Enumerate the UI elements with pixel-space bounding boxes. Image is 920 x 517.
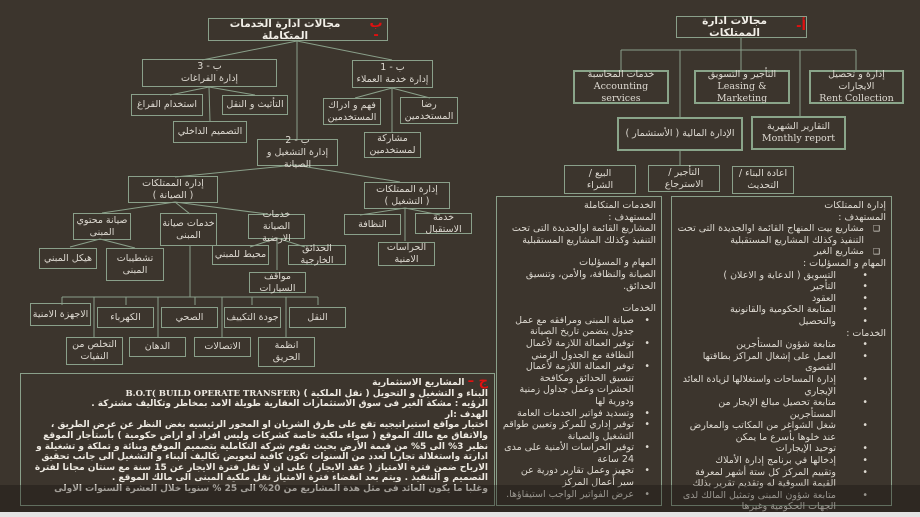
list-item: • إدخالها في برنامج إدارة الأملاك bbox=[677, 455, 864, 467]
leasing-marketing-box bbox=[694, 70, 790, 104]
reception-box bbox=[415, 213, 472, 234]
ops-mgmt-l1: إدارة الممتلكات bbox=[376, 183, 438, 195]
list-item: • توفير إداري للمركز وتعيين طواقم التشغيل والصيانة bbox=[502, 419, 644, 442]
sale-purchase-box bbox=[564, 165, 636, 194]
list-item: • توحيد الإيجارات bbox=[677, 443, 864, 455]
understanding-box bbox=[323, 98, 381, 125]
list-item: • المتابعة الحكومية والقانونية bbox=[677, 304, 864, 316]
bot-en: B.O.T( BUILD OPERATE TRANSFER) bbox=[125, 388, 301, 399]
b2-code: ب - 2 bbox=[285, 134, 310, 146]
transport-label: النقل bbox=[307, 311, 328, 323]
reception-l1: خدمة bbox=[432, 211, 455, 223]
content-maint-l1: صيانة محتوي bbox=[76, 214, 128, 226]
return-text: وغلبا ما يكون العائد فى مثل هذة المشاريع من 20% الى 25 % سنويا خلال العشرة السنوات الاولى bbox=[54, 483, 488, 494]
finishes-l1: تشطيبات bbox=[116, 252, 154, 264]
satisfaction-l1: رضا bbox=[421, 98, 437, 110]
list-item: • صيانة المبنى ومرافقه مع عمل جدول يتضمن تاريخ الصيانة bbox=[502, 315, 644, 338]
goal-label: الهدف :ار bbox=[444, 409, 488, 420]
integrated-target-text: المشاريع القائمة اوالجديدة التى تحت التنفيذ وكذلك المشاريع المستقبلية bbox=[511, 223, 656, 246]
satisfaction-box bbox=[400, 97, 458, 124]
list-item: • متابعة تحصيل مبالغ الإيجار من المستأجرين bbox=[677, 397, 864, 420]
hvac-box bbox=[224, 307, 281, 328]
list-item: • العقود bbox=[677, 293, 864, 305]
interior-label: التصميم الداخلي bbox=[177, 126, 243, 137]
sale-l2: الشراء bbox=[586, 179, 614, 191]
section-c-letter: ج – bbox=[467, 374, 488, 389]
monthly-ar: التقارير الشهرية bbox=[767, 121, 830, 132]
lease-back-l1: التأجير / bbox=[668, 166, 700, 178]
list-item: • متابعة شؤون المبنى وتمثيل المالك لدى الجهات الحكومية وغيرها bbox=[677, 490, 864, 513]
maint-mgmt-l1: إدارة الممتلكات bbox=[142, 177, 204, 189]
section-b-title-text: مجالات ادارة الخدمات المتكاملة bbox=[229, 17, 341, 42]
list-item: • التأجير bbox=[677, 281, 864, 293]
building-services-box bbox=[160, 213, 217, 246]
section-c-heading bbox=[27, 374, 488, 389]
building-services-l1: خدمات صيانة bbox=[162, 217, 215, 229]
list-item: • التسويق ( الدعاية و الاعلان ) bbox=[677, 270, 864, 282]
property-target-label: المستهدف : bbox=[838, 211, 886, 223]
paint-label: الدهان bbox=[144, 341, 171, 352]
b3-code: ب - 3 bbox=[197, 61, 222, 72]
integrated-target-label: المستهدف : bbox=[608, 211, 656, 223]
furniture-box bbox=[222, 95, 288, 115]
list-item: • وتسديد فواتير الخدمات العامة bbox=[502, 408, 644, 420]
goal-body: اختيار مواقع استيراتيجيه تقع على طرق الشريان او المحور الرئيسيه بغض النظر عن عرض الطريق ، والاتفاق مع مالك الموقع ( سواء ملكية خاصة كشركات وليس افراد او اراض حكومية ) بأستأجار الموقع نظير 3% الى 5% من قيمة الأرض بحيث تقوم شركة التكاملية بتصميم الموقع وبنائة و تملكة و تشغيلة و ادارتة واستغلالة تجاريا لعدد من السنوات تكون كافية لتعويض تكاليف البناء و التشغيل الى جانب تحقيق الارباح ضمن فترة الامتياز ( عقد الايجار ) على ان لا تقل فترة الايجار عن 15 سنة مع سنتان مجانا لفترة التصميم و التنفيذ . ويتم بعد انقضاء فترة الامتياز نقل ملكية المبنى الى مالك الموقع . bbox=[34, 420, 488, 484]
b1-code: ب - 1 bbox=[380, 62, 405, 73]
b1-name: إدارة خدمة العملاء bbox=[356, 74, 429, 85]
bot-line bbox=[27, 389, 488, 400]
property-targets-list bbox=[677, 223, 886, 258]
rent-en: Rent Collection bbox=[819, 93, 894, 104]
accounting-ar: خدمات المحاسبة bbox=[587, 69, 655, 80]
cleaning-label: النظافة bbox=[358, 218, 387, 230]
waste-l1: التخلص من bbox=[72, 339, 117, 350]
list-item: • تجهيز وعمل تقارير دورية عن سير أعمال المركز bbox=[502, 465, 644, 488]
ops-mgmt-l2: ( التشغيل ) bbox=[384, 195, 430, 207]
lease-back-box bbox=[648, 165, 720, 192]
fire-l1: انظمة bbox=[274, 340, 299, 351]
list-item: • العمل على إشغال المراكز بطاقتها القصوى bbox=[677, 351, 864, 374]
rent-collection-box bbox=[809, 70, 904, 104]
section-b-letter: ب - bbox=[369, 15, 383, 43]
guards-box bbox=[378, 242, 435, 266]
parking-l1: مواقف bbox=[264, 270, 292, 282]
gardens-label: الحدائق الخارجية bbox=[300, 243, 334, 266]
renovation-box bbox=[732, 166, 794, 194]
grounds-l2: الارضية bbox=[262, 232, 291, 244]
telecom-box bbox=[194, 337, 251, 357]
space-use-box bbox=[131, 94, 203, 116]
accounting-services-box bbox=[573, 70, 669, 104]
sale-l1: البيع / bbox=[588, 167, 612, 179]
b2-operations-box bbox=[257, 134, 338, 170]
maint-mgmt-l2: ( الصيانة ) bbox=[152, 189, 194, 201]
financial-management-box bbox=[617, 117, 743, 151]
property-services-label: الخدمات : bbox=[846, 327, 886, 339]
electric-label: الكهرباء bbox=[110, 311, 141, 323]
content-maint-box bbox=[73, 213, 131, 240]
fire-systems-box bbox=[258, 337, 315, 367]
list-item: ❑ مشاريع الغير bbox=[677, 246, 874, 258]
leasing-en: Leasing & Marketing bbox=[716, 81, 768, 104]
property-tasks-label: المهام و المسؤليات : bbox=[802, 257, 886, 269]
integrated-services-panel bbox=[496, 196, 662, 506]
cleaning-box bbox=[344, 214, 401, 235]
security-devices-label: الاجهزة الامنية bbox=[32, 308, 89, 320]
guards-l2: الامنية bbox=[394, 254, 419, 265]
list-item: • وتقييم المركز كل ستة أشهر لمعرفة القيمة السوقية له وتقديم تقرير بذلك bbox=[677, 467, 864, 490]
list-item: • توفير العمالة اللازمة لأعمال تنسيق الحدائق ومكافحة الحشرات وعمل جداول زمنية ودورية لها bbox=[502, 361, 644, 407]
accounting-en: Accounting services bbox=[593, 81, 649, 104]
building-services-l2: المبنى bbox=[176, 229, 201, 241]
understanding-l2: المستخدمين bbox=[327, 111, 377, 123]
bot-ar: البناء و التشغيل و التحويل ( نقل الملكية ) bbox=[303, 388, 488, 399]
content-maint-l2: المبنى bbox=[89, 226, 115, 238]
integrated-tasks-text: الصيانة والنظافة، والأمن، وتنسيق الحدائق. bbox=[525, 268, 656, 292]
integrated-services-label: الخدمات bbox=[622, 303, 656, 315]
plumbing-label: الصحي bbox=[175, 311, 204, 323]
list-item: • عرض الفواتير الواجب استيفاؤها. bbox=[502, 489, 644, 501]
participation-l1: مشاركة bbox=[377, 133, 408, 144]
property-management-panel bbox=[671, 196, 892, 513]
b2-name: إدارة التشغيل و الصيانة bbox=[266, 146, 329, 170]
parking-box bbox=[249, 272, 306, 293]
finishes-box bbox=[106, 248, 164, 281]
satisfaction-l2: المستخدمين bbox=[404, 110, 454, 122]
list-item: • توفير العمالة اللازمة لأعمال النظافة مع الجدول الزمني bbox=[502, 338, 644, 361]
section-a-title-text: مجالات ادارة الممتلكات bbox=[702, 15, 767, 39]
property-title: إدارة الممتلكات bbox=[824, 200, 886, 211]
b3-space-management-box bbox=[142, 59, 277, 87]
waste-disposal-box bbox=[66, 337, 123, 365]
fire-l2: الحريق bbox=[272, 352, 301, 363]
vision-text: الرؤيه : مشكة الغير فى سوق الاستثمارات العقارية طويلة الامد بمخاطر وتكاليف مشتركة . bbox=[91, 399, 488, 410]
participation-l2: لمستخدمين bbox=[369, 145, 416, 156]
hvac-label: جودة التكييف bbox=[226, 311, 279, 323]
integrated-tasks-label: المهام و المسؤليات bbox=[579, 257, 656, 269]
b1-customer-service-box bbox=[352, 60, 433, 88]
list-item: • إدارة المساحات واستغلالها لزيادة العائد الإيجاري bbox=[677, 374, 864, 397]
grounds-l1: خدمات الصيانة bbox=[262, 208, 291, 232]
reception-l2: الاستقبال bbox=[425, 223, 462, 235]
bottom-shade bbox=[0, 485, 920, 512]
parking-l2: السيارات bbox=[259, 282, 296, 294]
leasing-ar: التأجير و التسويق bbox=[707, 69, 777, 80]
section-a-title bbox=[676, 16, 807, 38]
grounds-maint-box bbox=[248, 208, 305, 244]
waste-l2: النفيات bbox=[80, 351, 109, 362]
surroundings-label: محيط للمبني bbox=[214, 249, 267, 260]
list-item: • والتحصيل bbox=[677, 316, 864, 328]
security-devices-box bbox=[30, 303, 91, 326]
space-use-label: استخدام الفراغ bbox=[137, 99, 198, 110]
structure-box bbox=[39, 248, 97, 269]
ops-property-box bbox=[364, 182, 450, 209]
finishes-l2: المبنى bbox=[122, 264, 148, 276]
list-item: • متابعة شؤون المستأجرين bbox=[677, 339, 864, 351]
plumbing-box bbox=[161, 307, 218, 328]
section-a-letter: أ- bbox=[796, 19, 806, 34]
transport-box bbox=[289, 307, 346, 328]
interior-design-box bbox=[173, 121, 247, 143]
section-b-title bbox=[208, 15, 388, 43]
lease-back-l2: الاسترجاع bbox=[664, 178, 704, 190]
integrated-services-list bbox=[502, 315, 656, 501]
property-tasks-list bbox=[677, 270, 886, 328]
integrated-title: الخدمات المتكاملة bbox=[584, 200, 656, 211]
renovation-l1: اعادة البناء / bbox=[738, 168, 788, 179]
gardens-box bbox=[288, 245, 346, 265]
bottom-strip bbox=[0, 512, 920, 517]
b3-name: إدارة الفراغات bbox=[180, 73, 239, 84]
rent-ar: إدارة و تحصيل الايجارات bbox=[828, 69, 885, 92]
guards-l1: الحراسات bbox=[386, 242, 427, 253]
paint-box bbox=[129, 337, 186, 357]
participation-box bbox=[364, 132, 421, 158]
structure-label: هيكل المبني bbox=[44, 252, 93, 264]
electric-box bbox=[97, 307, 154, 328]
list-item: • شغل الشواغر من المكاتب والمعارض عند خلوها بأسرع ما يمكن bbox=[677, 420, 864, 443]
monthly-en: Monthly report bbox=[761, 133, 836, 144]
list-item: • توفير الحراسات الأمنية على مدى 24 ساعة bbox=[502, 442, 644, 465]
monthly-report-box bbox=[751, 116, 846, 150]
understanding-l1: فهم و ادراك bbox=[328, 99, 376, 111]
section-c-title: المشاريع الاستثمارية bbox=[372, 378, 465, 388]
renovation-l2: التحديث bbox=[747, 180, 779, 191]
telecom-label: الاتصالات bbox=[204, 341, 241, 352]
finance-label: الإدارة المالية ( الأستشمار ) bbox=[625, 128, 735, 139]
furniture-label: التأثيث و النقل bbox=[226, 99, 284, 110]
surroundings-box bbox=[212, 245, 269, 265]
maint-property-box bbox=[128, 176, 218, 203]
list-item: ❑ مشاريع بيت المنهاج القائمة اوالجديدة التى تحت التنفيذ وكذلك المشاريع المستقبلية bbox=[677, 223, 874, 246]
